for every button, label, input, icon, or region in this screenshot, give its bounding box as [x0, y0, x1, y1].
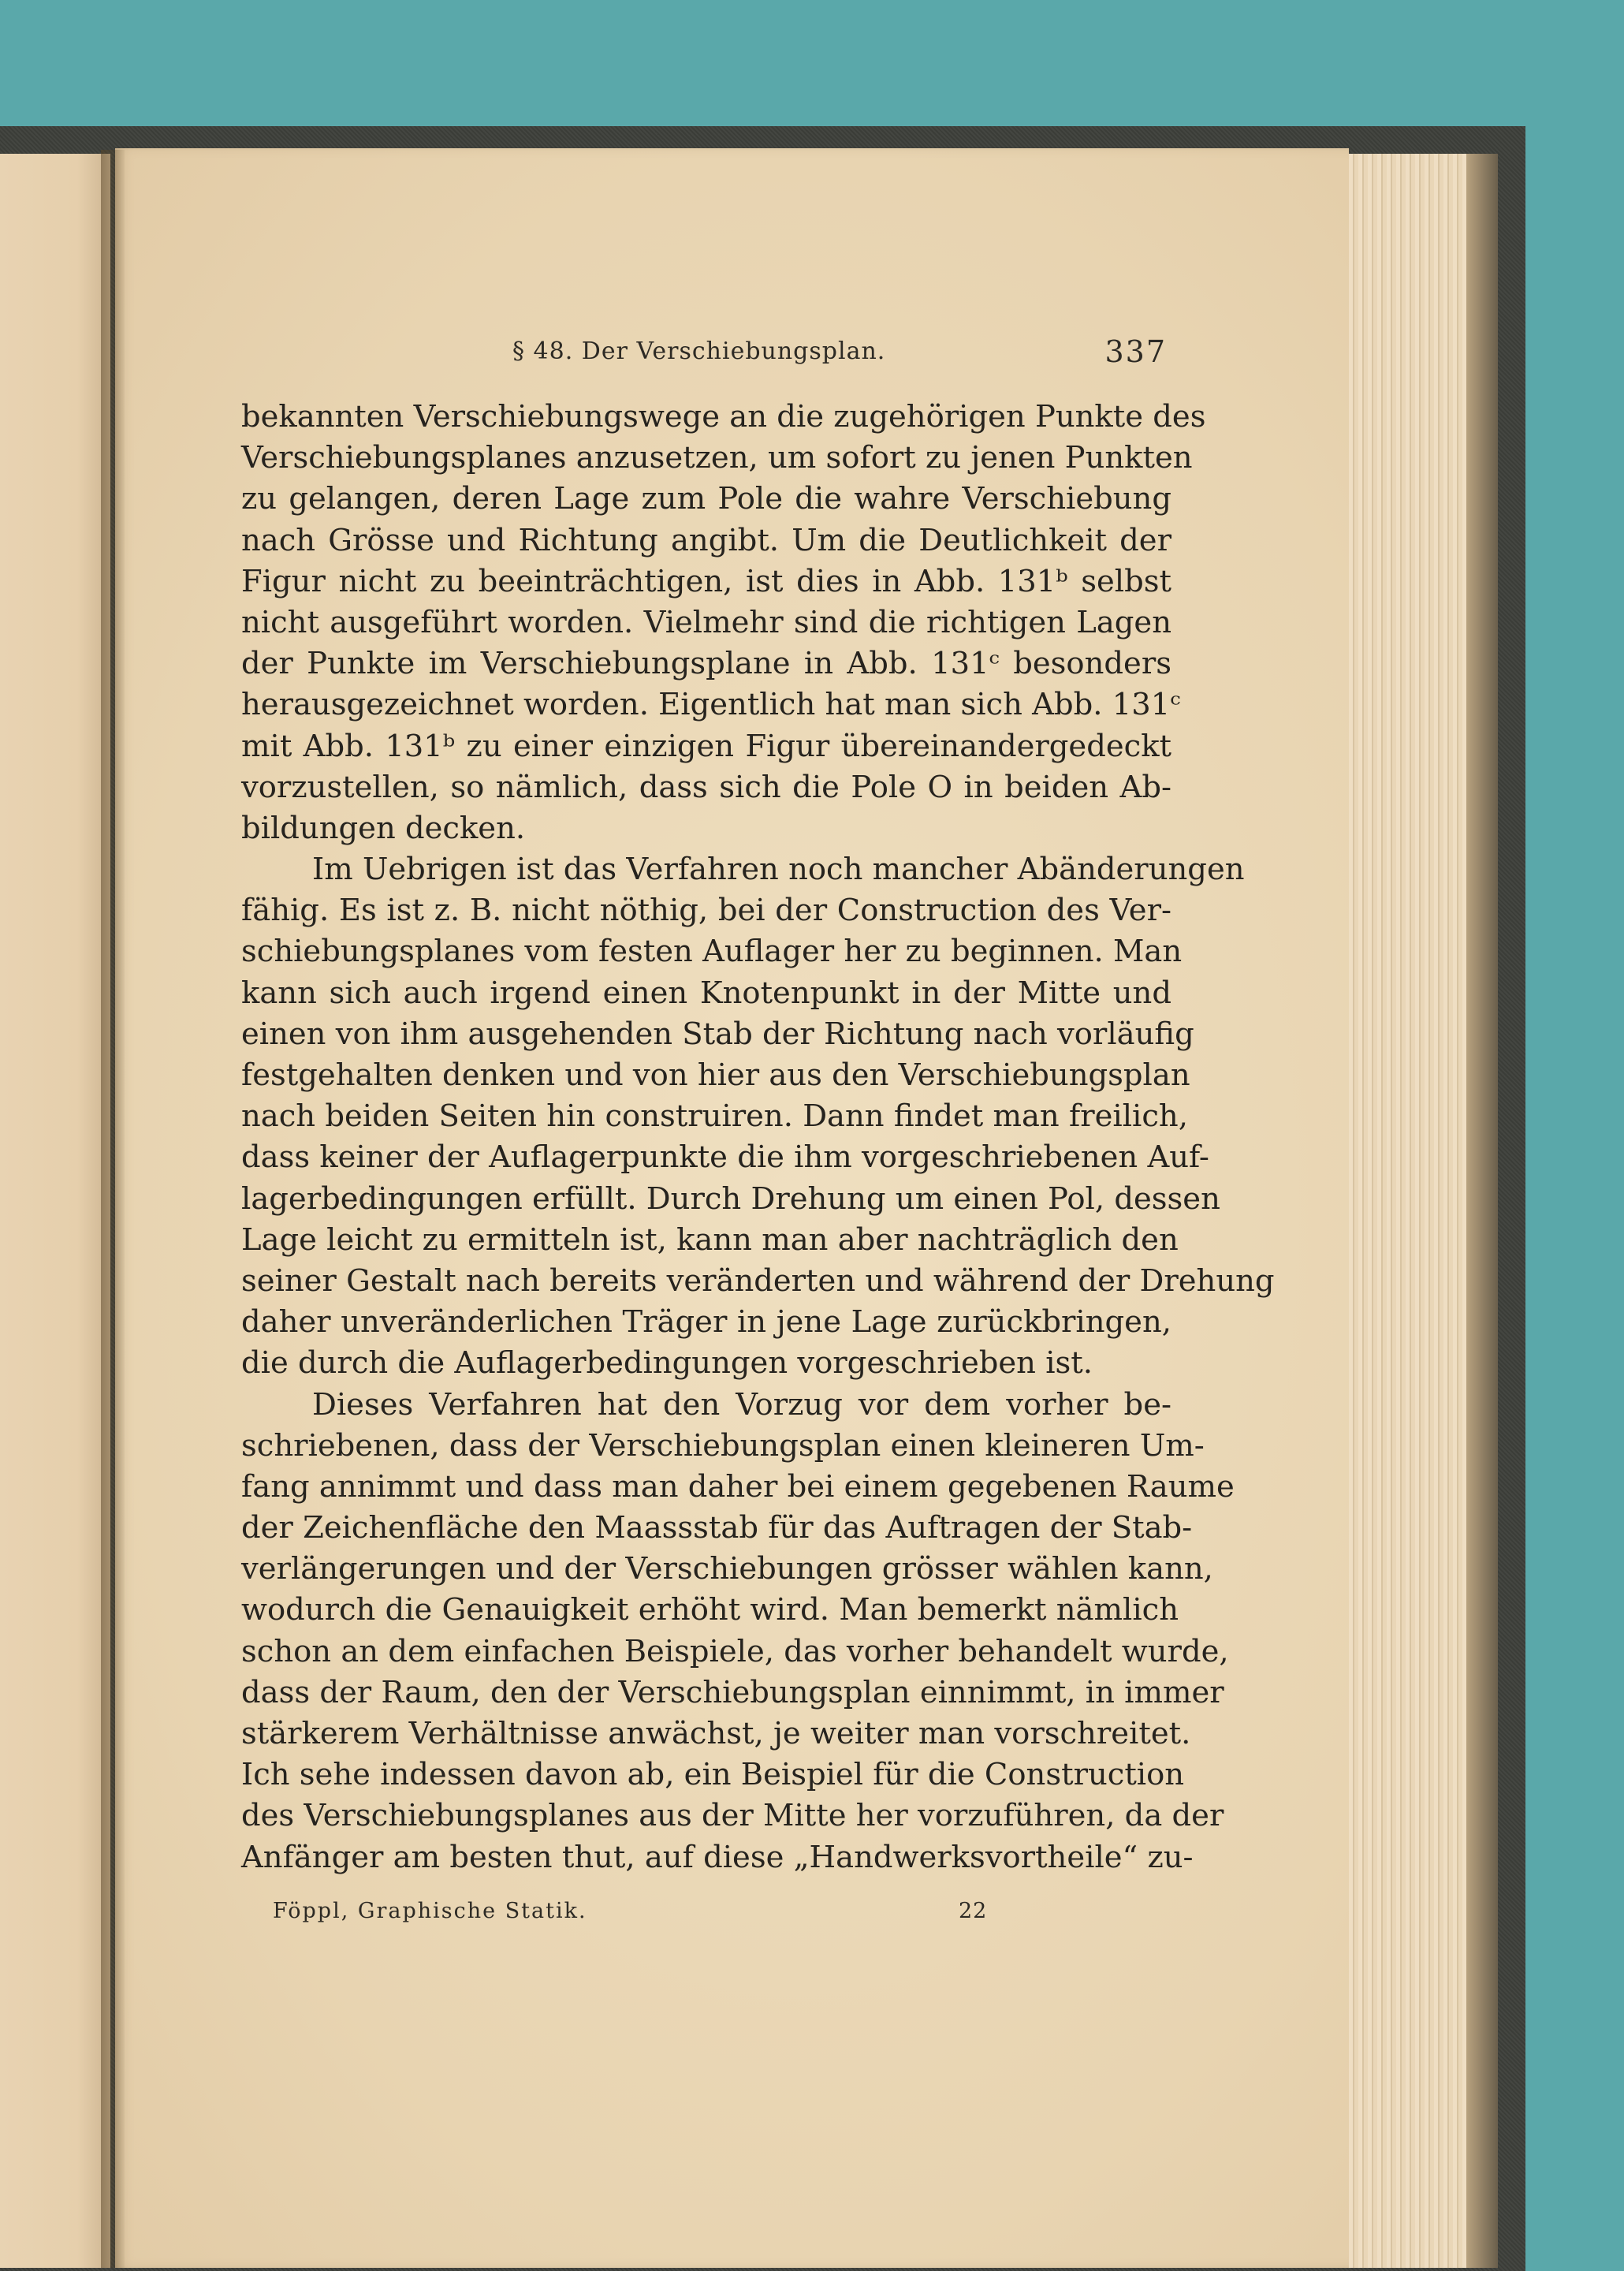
text-line: seiner Gestalt nach bereits veränderten und während der Drehung: [241, 1262, 1275, 1299]
previous-page-edge: [0, 154, 110, 2268]
running-head: § 48. Der Verschiebungsplan.: [512, 337, 886, 365]
text-line: Ich sehe indessen davon ab, ein Beispiel für die Construction: [241, 1757, 1185, 1793]
sheet-number: 22: [959, 1899, 988, 1923]
text-line: einen von ihm ausgehenden Stab der Richtung nach vorläufig: [241, 1016, 1194, 1052]
text-line: die durch die Auflagerbedingungen vorgeschrieben ist.: [241, 1345, 1093, 1382]
text-line: nach beiden Seiten hin construiren. Dann findet man freilich,: [241, 1098, 1188, 1135]
text-line: fang annimmt und dass man daher bei einem gegebenen Raume: [241, 1468, 1235, 1505]
text-line: bekannten Verschiebungswege an die zugehörigen Punkte des: [241, 399, 1206, 434]
text-line: daher unveränderlichen Träger in jene Lage zurückbringen,: [241, 1304, 1171, 1341]
text-line: nicht ausgeführt worden. Vielmehr sind die richtigen Lagen: [241, 604, 1171, 640]
text-line: Im Uebrigen ist das Verfahren noch mancher Abänderungen: [312, 852, 1245, 888]
page-stack-edges: [1349, 154, 1475, 2268]
text-line: dass der Raum, den der Verschiebungsplan einnimmt, in immer: [241, 1674, 1224, 1710]
page-footer: [273, 1899, 988, 1930]
text-line: zu gelangen, deren Lage zum Pole die wahre Verschiebung: [241, 481, 1171, 517]
text-line: bildungen decken.: [241, 810, 526, 846]
text-line: des Verschiebungsplanes aus der Mitte her vorzuführen, da der: [241, 1798, 1224, 1834]
text-line: schiebungsplanes vom festen Auflager her zu beginnen. Man: [241, 934, 1183, 970]
text-line: herausgezeichnet worden. Eigentlich hat man sich Abb. 131ᶜ: [241, 687, 1181, 723]
text-line: der Punkte im Verschiebungsplane in Abb. 131ᶜ besonders: [241, 646, 1171, 682]
text-line: stärkerem Verhältnisse anwächst, je weiter man vorschreitet.: [241, 1716, 1191, 1751]
text-line: mit Abb. 131ᵇ zu einer einzigen Figur übereinandergedeckt: [241, 728, 1171, 764]
text-line: kann sich auch irgend einen Knotenpunkt in der Mitte und: [241, 975, 1171, 1011]
text-line: vorzustellen, so nämlich, dass sich die Pole O in beiden Ab-: [241, 769, 1171, 805]
printer-signature: Föppl, Graphische Statik.: [273, 1899, 587, 1923]
text-line: fähig. Es ist z. B. nicht nöthig, bei der Construction des Ver-: [241, 893, 1171, 929]
text-line: festgehalten denken und von hier aus den Verschiebungsplan: [241, 1057, 1190, 1093]
text-line: wodurch die Genauigkeit erhöht wird. Man bemerkt nämlich: [241, 1592, 1179, 1628]
page-header: [512, 334, 1167, 382]
text-line: schon an dem einfachen Beispiele, das vorher behandelt wurde,: [241, 1633, 1229, 1669]
body-text: [241, 397, 1275, 1878]
text-line: schriebenen, dass der Verschiebungsplan einen kleineren Um-: [241, 1427, 1205, 1464]
text-line: Verschiebungsplanes anzusetzen, um sofort zu jenen Punkten: [241, 440, 1193, 476]
page-stack-shadow: [1466, 154, 1498, 2268]
book-gutter: [101, 150, 125, 2268]
text-line: Dieses Verfahren hat den Vorzug vor dem vorher be-: [312, 1386, 1171, 1423]
text-line: lagerbedingungen erfüllt. Durch Drehung um einen Pol, dessen: [241, 1180, 1220, 1217]
text-line: nach Grösse und Richtung angibt. Um die Deutlichkeit der: [241, 522, 1171, 558]
text-line: Anfänger am besten thut, auf diese „Handwerksvortheile“ zu-: [241, 1839, 1194, 1875]
text-line: verlängerungen und der Verschiebungen grösser wählen kann,: [241, 1551, 1213, 1587]
text-line: der Zeichenfläche den Maassstab für das Auftragen der Stab-: [241, 1510, 1193, 1546]
text-line: dass keiner der Auflagerpunkte die ihm vorgeschriebenen Auf-: [241, 1139, 1209, 1176]
text-line: Lage leicht zu ermitteln ist, kann man aber nachträglich den: [241, 1221, 1179, 1258]
text-line: Figur nicht zu beeinträchtigen, ist dies in Abb. 131ᵇ selbst: [241, 563, 1171, 599]
page-number: 337: [1104, 334, 1167, 369]
